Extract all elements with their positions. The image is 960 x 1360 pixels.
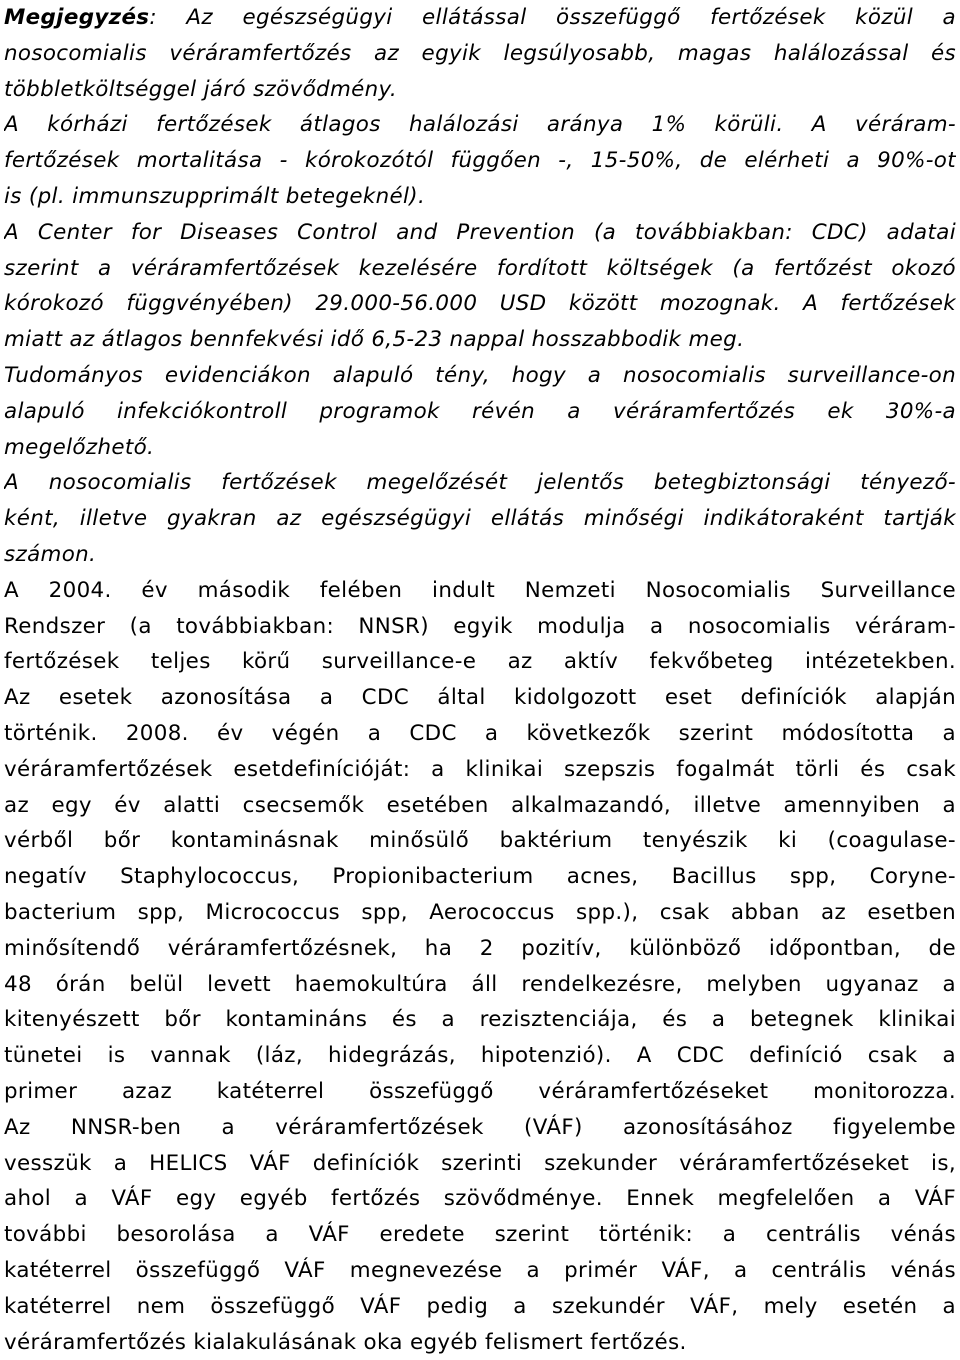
text-line bbox=[4, 430, 956, 466]
text-segment: Az esetek azonosítása a CDC által kidolgozott eset definíciók alapján bbox=[4, 685, 956, 711]
text-line bbox=[4, 72, 956, 108]
text-segment: 48 órán belül levett haemokultúra áll rendelkezésre, melyben ugyanaz a bbox=[4, 971, 956, 997]
text-line bbox=[4, 286, 956, 322]
text-line bbox=[4, 1110, 956, 1146]
text-segment: véráramfertőzések esetdefinícióját: a klinikai szepszis fogalmát törli és csak bbox=[4, 756, 956, 782]
text-segment: történik. 2008. év végén a CDC a következők szerint módosította a bbox=[4, 721, 956, 746]
text-line bbox=[4, 465, 956, 501]
text-line bbox=[4, 143, 956, 179]
text-segment: alapuló infekciókontroll programok révén a véráramfertőzés ek 30%-a bbox=[4, 398, 956, 424]
text-segment: fertőzések teljes körű surveillance-e az aktív fekvőbeteg intézetekben. bbox=[4, 649, 956, 675]
text-segment: vérből bőr kontaminásnak minősülő baktérium tenyészik ki (coagulase- bbox=[4, 828, 956, 854]
text-segment: szerint a véráramfertőzések kezelésére fordított költségek (a fertőzést okozó bbox=[4, 255, 956, 281]
text-segment: : Az egészségügyi ellátással összefüggő fertőzések közül a bbox=[149, 5, 956, 30]
text-line bbox=[4, 1146, 956, 1182]
text-segment: A 2004. év második felében indult Nemzeti Nosocomialis Surveillance bbox=[4, 577, 956, 603]
text-line bbox=[4, 788, 956, 824]
text-segment: további besorolása a VÁF eredete szerint történik: a centrális vénás bbox=[4, 1222, 956, 1248]
text-segment: tünetei is vannak (láz, hidegrázás, hipotenzió). A CDC definíció csak a bbox=[4, 1043, 956, 1069]
text-line bbox=[4, 394, 956, 430]
text-segment: ahol a VÁF egy egyéb fertőzés szövődménye. Ennek megfelelően a VÁF bbox=[4, 1186, 956, 1212]
text-segment: miatt az átlagos bennfekvési idő 6,5-23 nappal hosszabbodik meg. bbox=[4, 327, 745, 353]
text-line bbox=[4, 931, 956, 967]
text-line bbox=[4, 251, 956, 287]
text-segment: A kórházi fertőzések átlagos halálozási aránya 1% körüli. A véráram- bbox=[4, 112, 956, 138]
text-line bbox=[4, 107, 956, 143]
text-segment: katéterrel összefüggő VÁF megnevezése a primér VÁF, a centrális vénás bbox=[4, 1258, 956, 1283]
text-segment: ként, illetve gyakran az egészségügyi ellátás minőségi indikátoraként tartják bbox=[4, 506, 956, 532]
text-line bbox=[4, 895, 956, 931]
text-line bbox=[4, 36, 956, 72]
text-segment: számon. bbox=[4, 542, 97, 567]
text-segment: nosocomialis véráramfertőzés az egyik legsúlyosabb, magas halálozással és bbox=[4, 40, 956, 66]
text-line bbox=[4, 1289, 956, 1325]
text-segment: megelőzhető. bbox=[4, 434, 155, 460]
text-segment: fertőzések mortalitása - kórokozótól függően -, 15-50%, de elérheti a 90%-ot bbox=[4, 148, 956, 174]
text-segment: negatív Staphylococcus, Propionibacterium acnes, Bacillus spp, Coryne- bbox=[4, 864, 956, 890]
text-line bbox=[4, 609, 956, 645]
text-segment: Tudományos evidenciákon alapuló tény, hogy a nosocomialis surveillance-on bbox=[4, 363, 956, 388]
text-line bbox=[4, 322, 956, 358]
text-line bbox=[4, 537, 956, 573]
text-line bbox=[4, 1181, 956, 1217]
text-line bbox=[4, 752, 956, 788]
text-line bbox=[4, 179, 956, 215]
text-segment: az egy év alatti csecsemők esetében alkalmazandó, illetve amennyiben a bbox=[4, 792, 956, 818]
text-segment: vesszük a HELICS VÁF definíciók szerinti szekunder véráramfertőzéseket is, bbox=[4, 1150, 956, 1176]
text-line bbox=[4, 1074, 956, 1110]
text-segment: bacterium spp, Micrococcus spp, Aerococcus spp.), csak abban az esetben bbox=[4, 900, 956, 925]
text-line bbox=[4, 644, 956, 680]
text-line bbox=[4, 1038, 956, 1074]
text-segment: kórokozó függvényében) 29.000-56.000 USD között mozognak. A fertőzések bbox=[4, 291, 956, 317]
text-segment: véráramfertőzés kialakulásának oka egyéb felismert fertőzés. bbox=[4, 1329, 687, 1355]
text-line bbox=[4, 1325, 956, 1360]
text-line bbox=[4, 823, 956, 859]
text-line bbox=[4, 1217, 956, 1253]
text-segment: is (pl. immunszupprimált betegeknél). bbox=[4, 184, 426, 209]
text-segment: Az NNSR-ben a véráramfertőzések (VÁF) azonosításához figyelembe bbox=[4, 1114, 956, 1140]
text-line bbox=[4, 0, 956, 36]
text-line bbox=[4, 358, 956, 394]
text-segment: minősítendő véráramfertőzésnek, ha 2 pozitív, különböző időpontban, de bbox=[4, 935, 956, 961]
text-segment: Megjegyzés bbox=[4, 5, 150, 30]
text-segment: A Center for Diseases Control and Prevention (a továbbiakban: CDC) adatai bbox=[4, 219, 956, 245]
text-line bbox=[4, 1002, 956, 1038]
text-line bbox=[4, 1253, 956, 1289]
text-line bbox=[4, 967, 956, 1003]
text-line bbox=[4, 680, 956, 716]
text-line bbox=[4, 215, 956, 251]
text-line bbox=[4, 501, 956, 537]
text-segment: többletköltséggel járó szövődmény. bbox=[4, 76, 398, 102]
text-line bbox=[4, 573, 956, 609]
text-segment: primer azaz katéterrel összefüggő véráramfertőzéseket monitorozza. bbox=[4, 1079, 956, 1104]
text-line bbox=[4, 716, 956, 752]
text-line bbox=[4, 859, 956, 895]
text-segment: Rendszer (a továbbiakban: NNSR) egyik modulja a nosocomialis véráram- bbox=[4, 613, 956, 639]
text-segment: katéterrel nem összefüggő VÁF pedig a szekundér VÁF, mely esetén a bbox=[4, 1293, 956, 1319]
text-segment: A nosocomialis fertőzések megelőzését jelentős betegbiztonsági tényező- bbox=[4, 470, 956, 496]
text-segment: kitenyészett bőr kontamináns és a rezisztenciája, és a betegnek klinikai bbox=[4, 1007, 956, 1033]
